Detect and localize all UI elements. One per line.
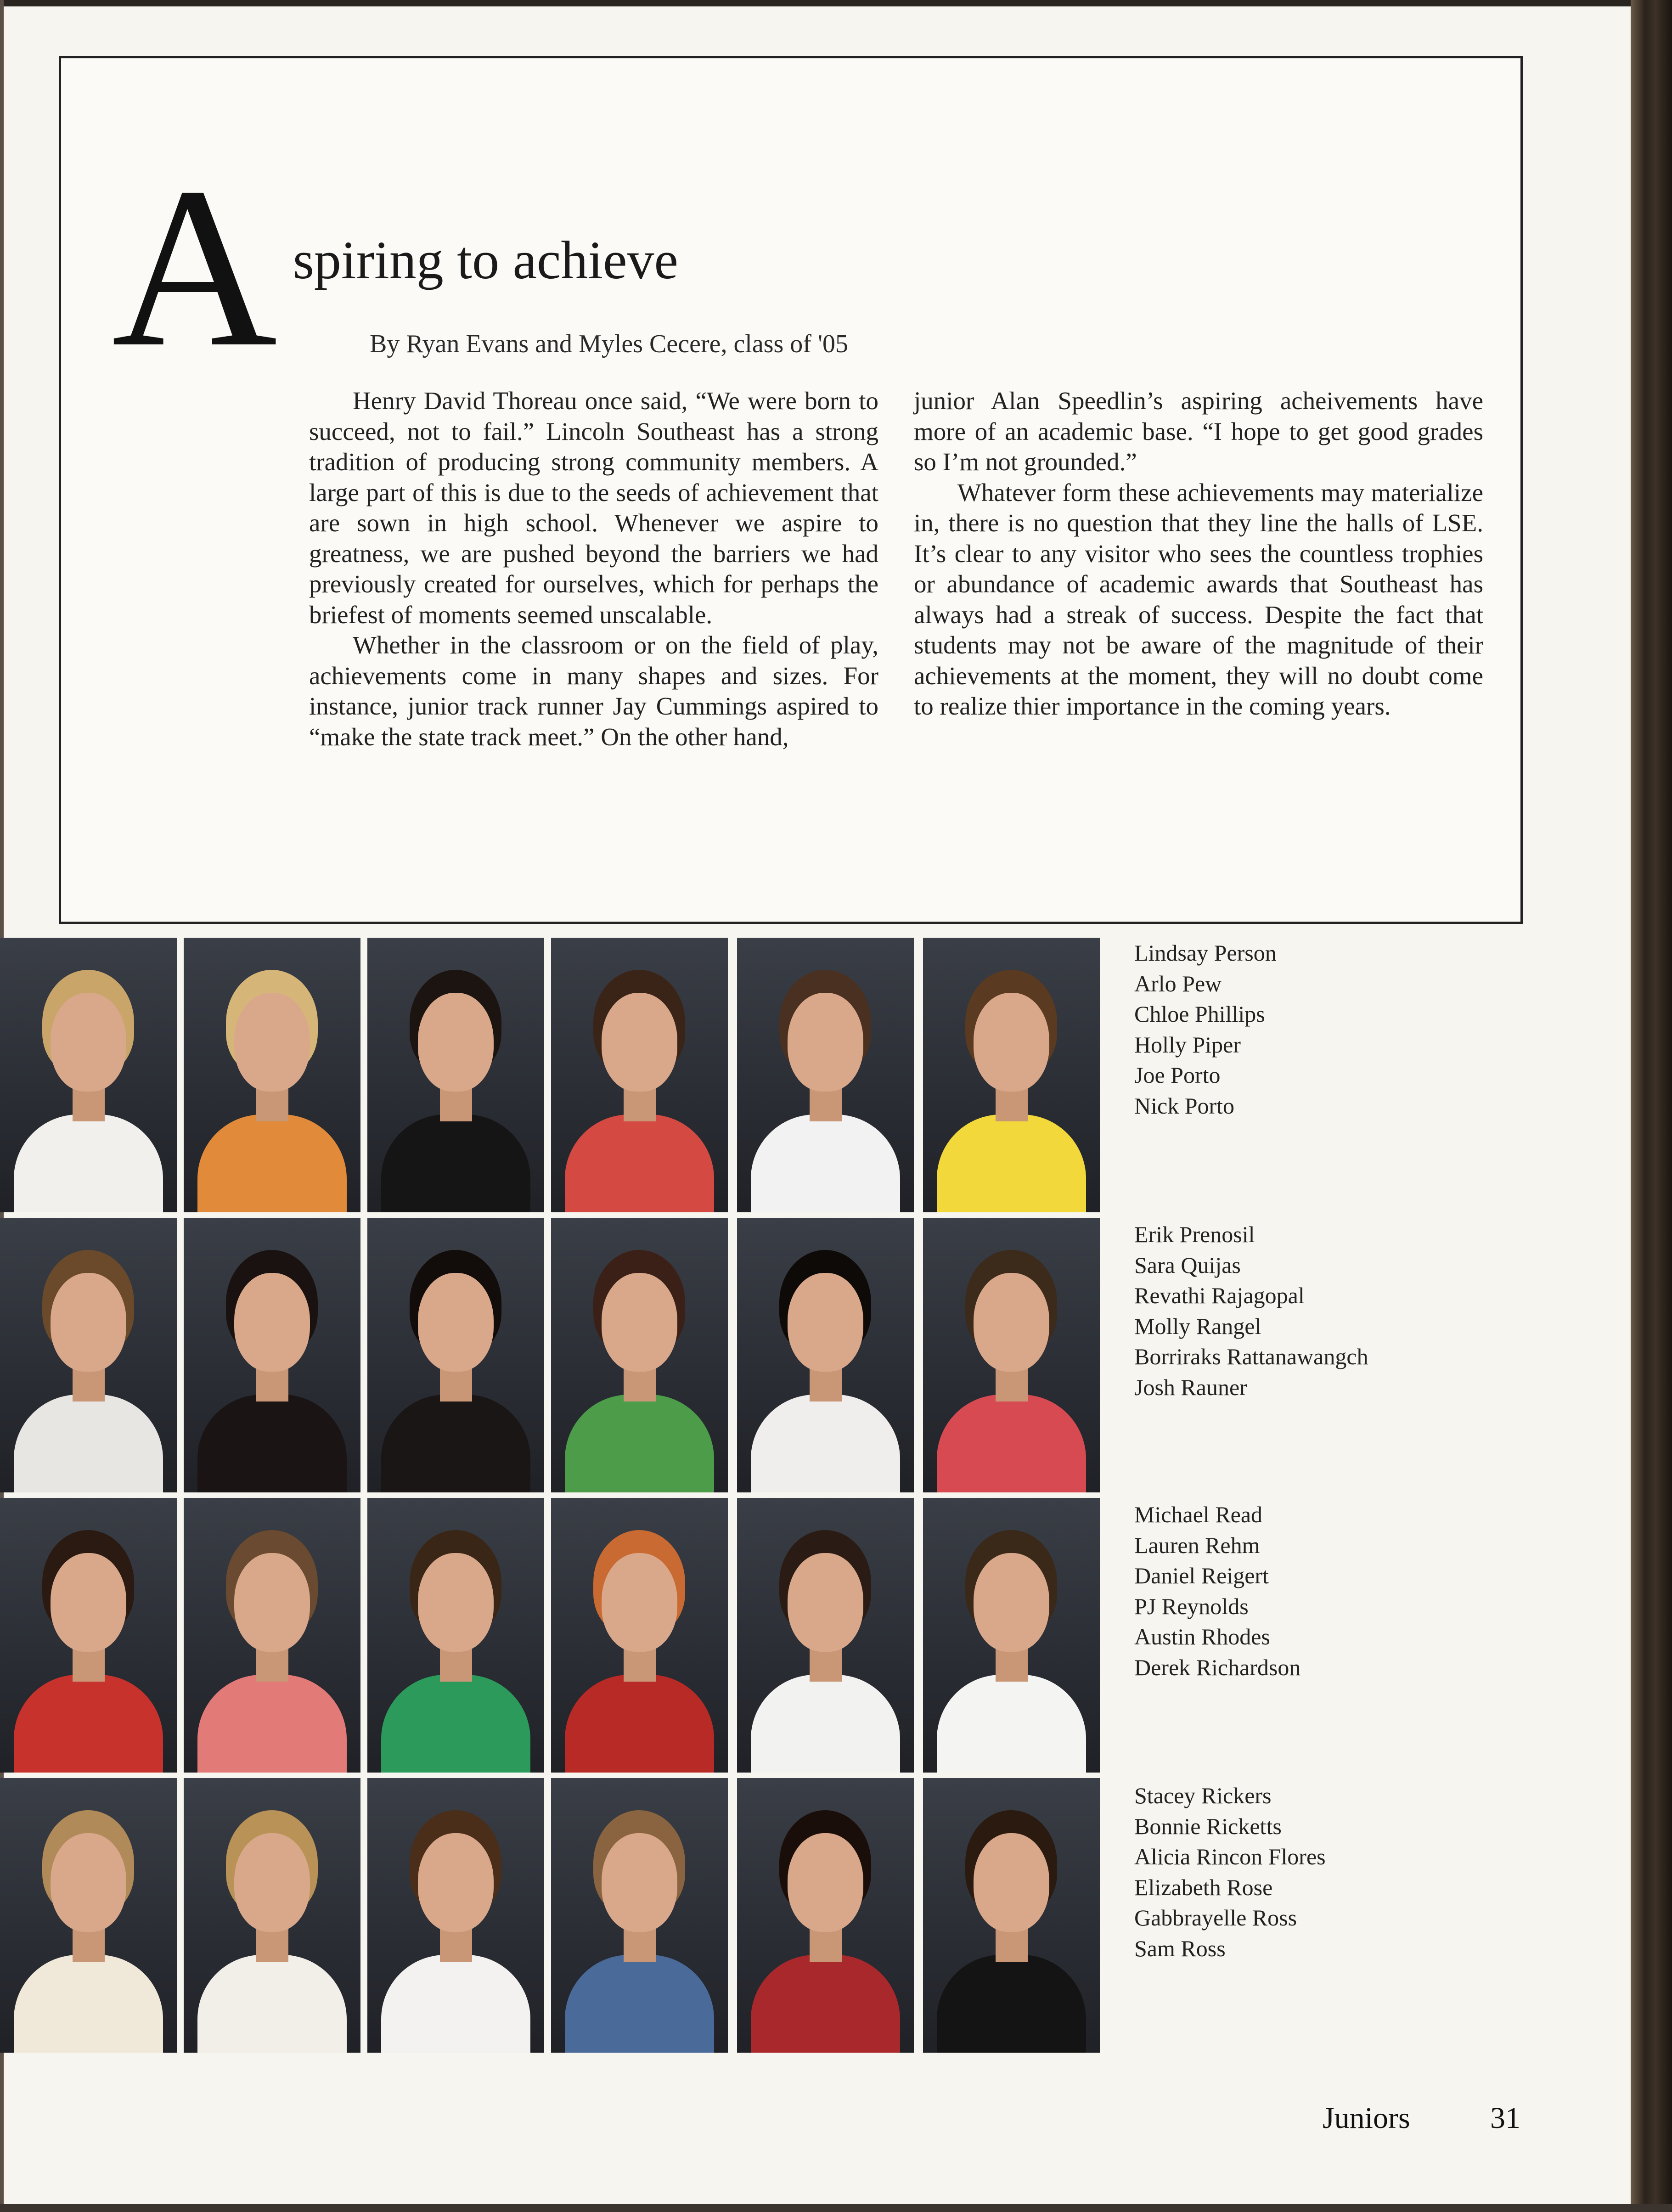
- portrait-shirt: [565, 1675, 714, 1773]
- portrait-face: [234, 1273, 310, 1372]
- student-portrait: [923, 938, 1100, 1212]
- student-portrait: [551, 1498, 728, 1773]
- name-list: [1134, 1219, 1456, 1402]
- portrait-face: [51, 1833, 126, 1932]
- student-name: Elizabeth Rose: [1134, 1874, 1273, 1900]
- portrait-row: [0, 938, 1107, 1212]
- article-box: [59, 56, 1523, 924]
- portrait-shirt: [565, 1395, 714, 1492]
- portrait-shirt: [197, 1114, 347, 1212]
- portrait-shirt: [937, 1675, 1086, 1773]
- section-label: Juniors: [1323, 2101, 1410, 2135]
- student-portrait: [0, 1218, 177, 1492]
- student-portrait: [367, 1778, 544, 2053]
- portrait-face: [788, 1833, 863, 1932]
- portrait-face: [602, 1273, 677, 1372]
- student-name: PJ Reynolds: [1134, 1593, 1249, 1619]
- portrait-shirt: [14, 1114, 163, 1212]
- article-column-right: [914, 386, 1483, 722]
- portrait-shirt: [14, 1395, 163, 1492]
- student-portrait: [367, 1218, 544, 1492]
- student-name: Arlo Pew: [1134, 970, 1222, 996]
- student-portrait: [737, 1498, 914, 1773]
- name-list: [1134, 1499, 1456, 1683]
- portrait-shirt: [14, 1955, 163, 2053]
- portrait-shirt: [381, 1955, 530, 2053]
- portrait-shirt: [381, 1675, 530, 1773]
- student-portrait: [551, 1218, 728, 1492]
- portrait-face: [788, 1553, 863, 1652]
- student-portrait: [184, 1498, 360, 1773]
- student-name: Gabbrayelle Ross: [1134, 1905, 1297, 1931]
- student-portrait: [737, 1778, 914, 2053]
- student-portrait: [367, 938, 544, 1212]
- student-name: Chloe Phillips: [1134, 1001, 1265, 1027]
- portrait-face: [974, 1553, 1049, 1652]
- portrait-face: [974, 1273, 1049, 1372]
- name-list: [1134, 1780, 1456, 1964]
- page-number: 31: [1490, 2101, 1520, 2135]
- portrait-shirt: [197, 1395, 347, 1492]
- portrait-face: [234, 993, 310, 1092]
- student-name: Josh Rauner: [1134, 1374, 1247, 1400]
- paragraph: Whatever form these achievements may materialize in, there is no question that they line the halls of LSE. It’s clear to any visitor who sees the countless trophies or abundance of academic awards that Southeast has always had a streak of success. Despite the fact that students may not be aware of the magnitude of their achievements at the moment, they will no doubt come to realize thier importance in the coming years.: [914, 478, 1483, 720]
- student-name: Derek Richardson: [1134, 1654, 1301, 1680]
- student-portrait: [923, 1218, 1100, 1492]
- paragraph: Whether in the classroom or on the field of play, achievements come in many shapes and sizes. For instance, junior track runner Jay Cummings aspired to “make the state track meet.” On the other hand,: [309, 631, 878, 751]
- student-portrait: [551, 938, 728, 1212]
- portrait-face: [974, 1833, 1049, 1932]
- student-name: Molly Rangel: [1134, 1313, 1261, 1339]
- portrait-face: [788, 1273, 863, 1372]
- portrait-shirt: [565, 1955, 714, 2053]
- portrait-row: [0, 1218, 1107, 1492]
- student-name: Sara Quijas: [1134, 1252, 1241, 1278]
- article-column-left: [309, 386, 878, 752]
- portrait-face: [974, 993, 1049, 1092]
- portrait-face: [51, 993, 126, 1092]
- portrait-face: [234, 1553, 310, 1652]
- paragraph: Henry David Thoreau once said, “We were born to succeed, not to fail.” Lincoln Southeast has a strong tradition of producing strong community members. A large part of this is due to the seeds of achievement that are sown in high school. Whenever we aspire to greatness, we are pushed beyond the barriers we had previously created for ourselves, which for perhaps the briefest of moments seemed unscalable.: [309, 387, 878, 629]
- portrait-face: [602, 1833, 677, 1932]
- student-name: Borriraks Rattanawangch: [1134, 1344, 1368, 1369]
- portrait-shirt: [751, 1114, 900, 1212]
- portrait-shirt: [751, 1395, 900, 1492]
- portrait-shirt: [381, 1114, 530, 1212]
- student-portrait: [184, 938, 360, 1212]
- student-name: Nick Porto: [1134, 1092, 1235, 1119]
- portrait-shirt: [14, 1675, 163, 1773]
- student-portrait: [923, 1778, 1100, 2053]
- student-portrait: [0, 938, 177, 1212]
- paragraph: junior Alan Speedlin’s aspiring acheivements have more of an academic base. “I hope to get good grades so I’m not grounded.”: [914, 387, 1483, 476]
- portrait-shirt: [197, 1675, 347, 1773]
- portrait-face: [418, 1833, 494, 1932]
- student-name: Joe Porto: [1134, 1062, 1221, 1088]
- student-name: Alicia Rincon Flores: [1134, 1844, 1326, 1869]
- student-name: Lindsay Person: [1134, 940, 1277, 966]
- student-name: Stacey Rickers: [1134, 1783, 1272, 1808]
- student-portrait: [0, 1778, 177, 2053]
- portrait-shirt: [751, 1675, 900, 1773]
- student-name: Austin Rhodes: [1134, 1624, 1270, 1649]
- name-list: [1134, 938, 1456, 1121]
- portrait-shirt: [937, 1114, 1086, 1212]
- portrait-face: [418, 1273, 494, 1372]
- portrait-shirt: [197, 1955, 347, 2053]
- portrait-face: [418, 993, 494, 1092]
- portrait-face: [51, 1553, 126, 1652]
- student-name: Holly Piper: [1134, 1031, 1241, 1058]
- student-portrait: [184, 1778, 360, 2053]
- student-portrait: [0, 1498, 177, 1773]
- student-name: Erik Prenosil: [1134, 1221, 1255, 1247]
- portrait-face: [51, 1273, 126, 1372]
- portrait-face: [602, 993, 677, 1092]
- student-name: Revathi Rajagopal: [1134, 1283, 1305, 1308]
- article-title: spiring to achieve: [293, 230, 678, 290]
- student-name: Bonnie Ricketts: [1134, 1813, 1282, 1839]
- student-portrait: [184, 1218, 360, 1492]
- portrait-row: [0, 1498, 1107, 1773]
- student-name: Sam Ross: [1134, 1935, 1226, 1961]
- portrait-face: [602, 1553, 677, 1652]
- article-byline: By Ryan Evans and Myles Cecere, class of '05: [370, 330, 849, 358]
- student-name: Michael Read: [1134, 1502, 1263, 1527]
- page-bottom-edge: [0, 2204, 1672, 2212]
- portrait-shirt: [937, 1955, 1086, 2053]
- portrait-face: [234, 1833, 310, 1932]
- student-portrait: [923, 1498, 1100, 1773]
- student-portrait: [737, 1218, 914, 1492]
- portrait-shirt: [751, 1955, 900, 2053]
- portrait-face: [418, 1553, 494, 1652]
- student-portrait: [737, 938, 914, 1212]
- student-portrait: [551, 1778, 728, 2053]
- portrait-face: [788, 993, 863, 1092]
- student-name: Lauren Rehm: [1134, 1532, 1260, 1558]
- student-portrait: [367, 1498, 544, 1773]
- page-top-edge: [0, 0, 1672, 6]
- portrait-row: [0, 1778, 1107, 2053]
- portrait-shirt: [565, 1114, 714, 1212]
- book-spine-edge: [1631, 0, 1672, 2212]
- student-name: Daniel Reigert: [1134, 1563, 1269, 1588]
- title-drop-cap: A: [112, 140, 278, 394]
- portrait-shirt: [937, 1395, 1086, 1492]
- portrait-shirt: [381, 1395, 530, 1492]
